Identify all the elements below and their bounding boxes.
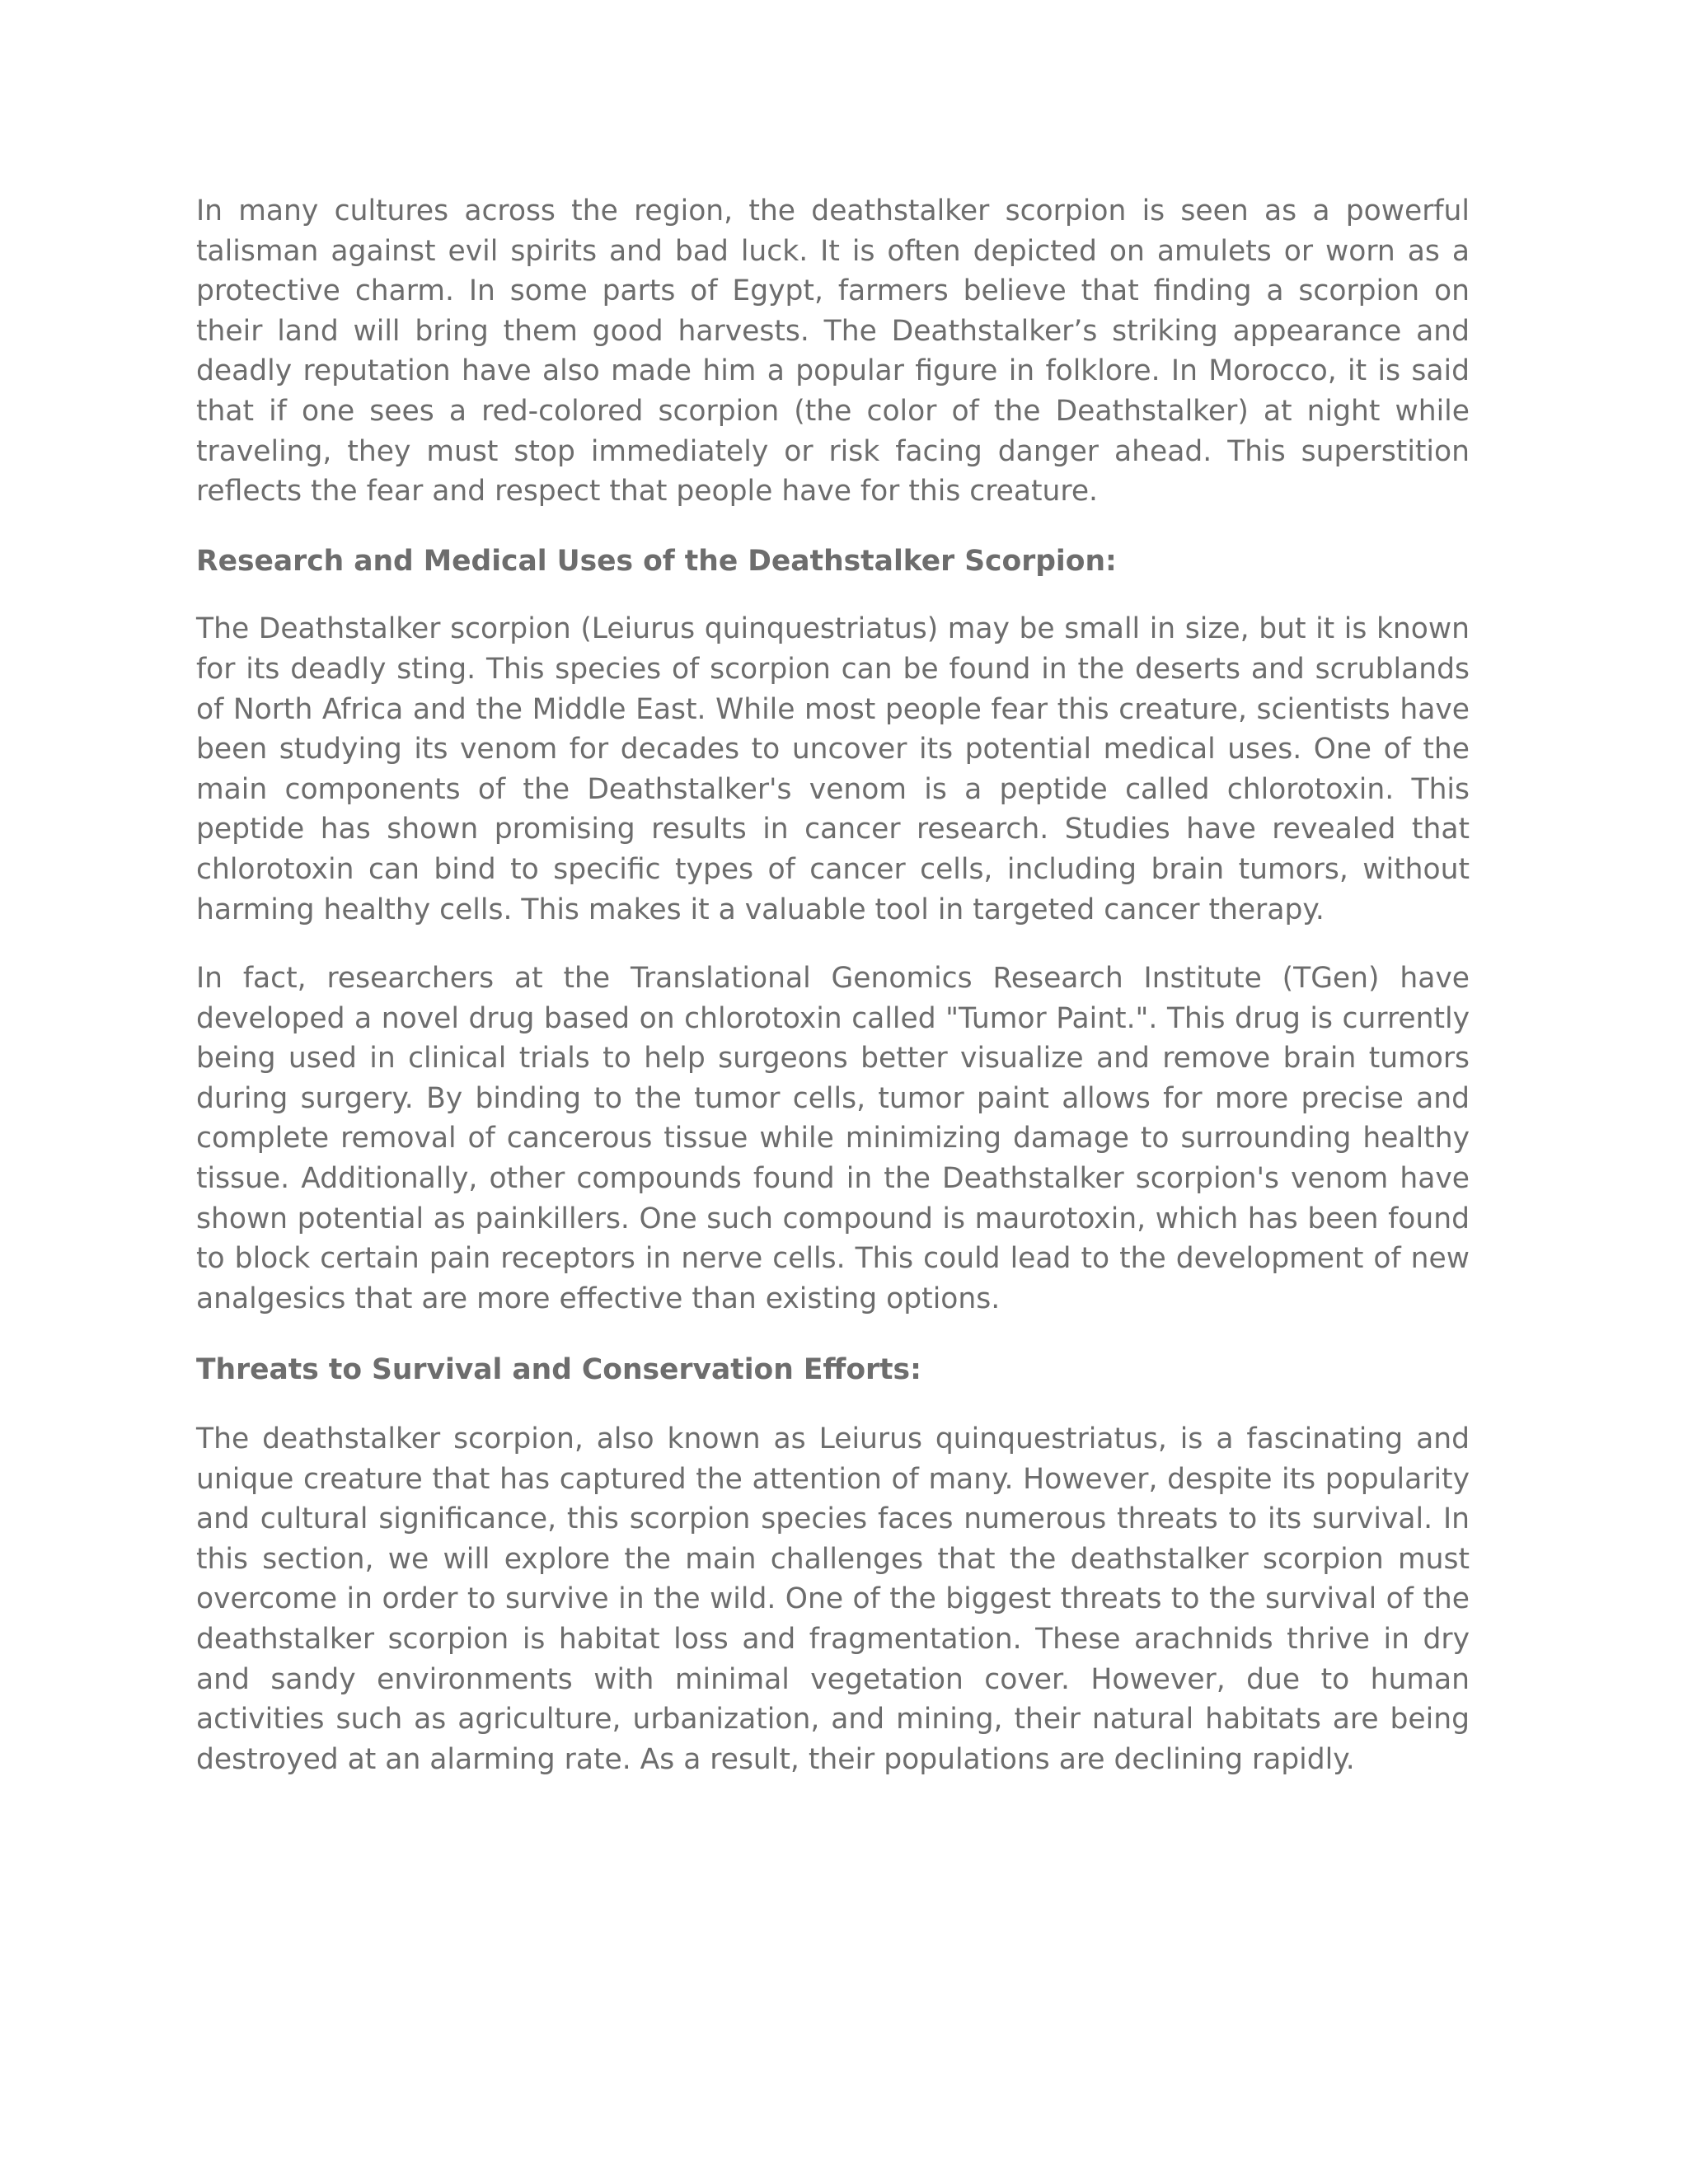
paragraph-threats: The deathstalker scorpion, also known as Leiurus quinquestriatus, is a fascinating and unique creature that has captured the attention of many. However, despite its popularity and cultural significance, this scorpion species faces numerous threats to its survival. In this section, we will explore the main challenges that the deathstalker scorpion must overcome in order to survive in the wild. One of the biggest threats to the survival of the deathstalker scorpion is habitat loss and fragmentation. These arachnids thrive in dry and sandy environments with minimal vegetation cover. However, due to human activities such as agriculture, urbanization, and mining, their natural habitats are being destroyed at an alarming rate. As a result, their populations are declining rapidly.: [196, 1422, 1470, 1776]
paragraph-medical-research: The Deathstalker scorpion (Leiurus quinquestriatus) may be small in size, but it is known for its deadly sting. This species of scorpion can be found in the deserts and scrublands of North Africa and the Middle East. While most people fear this creature, scientists have been studying its venom for decades to uncover its potential medical uses. One of the main components of the Deathstalker's venom is a peptide called chlorotoxin. This peptide has shown promising results in cancer research. Studies have revealed that chlorotoxin can bind to specific types of cancer cells, including brain tumors, without harming healthy cells. This makes it a valuable tool in targeted cancer therapy.: [196, 612, 1470, 926]
document-page: [196, 191, 1470, 1779]
heading-research-medical-uses: Research and Medical Uses of the Deathstalker Scorpion:: [196, 544, 1117, 578]
paragraph-tumor-paint: In fact, researchers at the Translational Genomics Research Institute (TGen) have developed a novel drug based on chlorotoxin called "Tumor Paint.". This drug is currently being used in clinical trials to help surgeons better visualize and remove brain tumors during surgery. By binding to the tumor cells, tumor paint allows for more precise and complete removal of cancerous tissue while minimizing damage to surrounding healthy tissue. Additionally, other compounds found in the Deathstalker scorpion's venom have shown potential as painkillers. One such compound is maurotoxin, which has been found to block certain pain receptors in nerve cells. This could lead to the development of new analgesics that are more effective than existing options.: [196, 962, 1470, 1315]
heading-threats-conservation: Threats to Survival and Conservation Efforts:: [196, 1353, 921, 1387]
paragraph-cultural-significance: In many cultures across the region, the deathstalker scorpion is seen as a powerful talisman against evil spirits and bad luck. It is often depicted on amulets or worn as a protective charm. In some parts of Egypt, farmers believe that finding a scorpion on their land will bring them good harvests. The Deathstalker’s striking appearance and deadly reputation have also made him a popular figure in folklore. In Morocco, it is said that if one sees a red-colored scorpion (the color of the Deathstalker) at night while traveling, they must stop immediately or risk facing danger ahead. This superstition reflects the fear and respect that people have for this creature.: [196, 194, 1470, 509]
